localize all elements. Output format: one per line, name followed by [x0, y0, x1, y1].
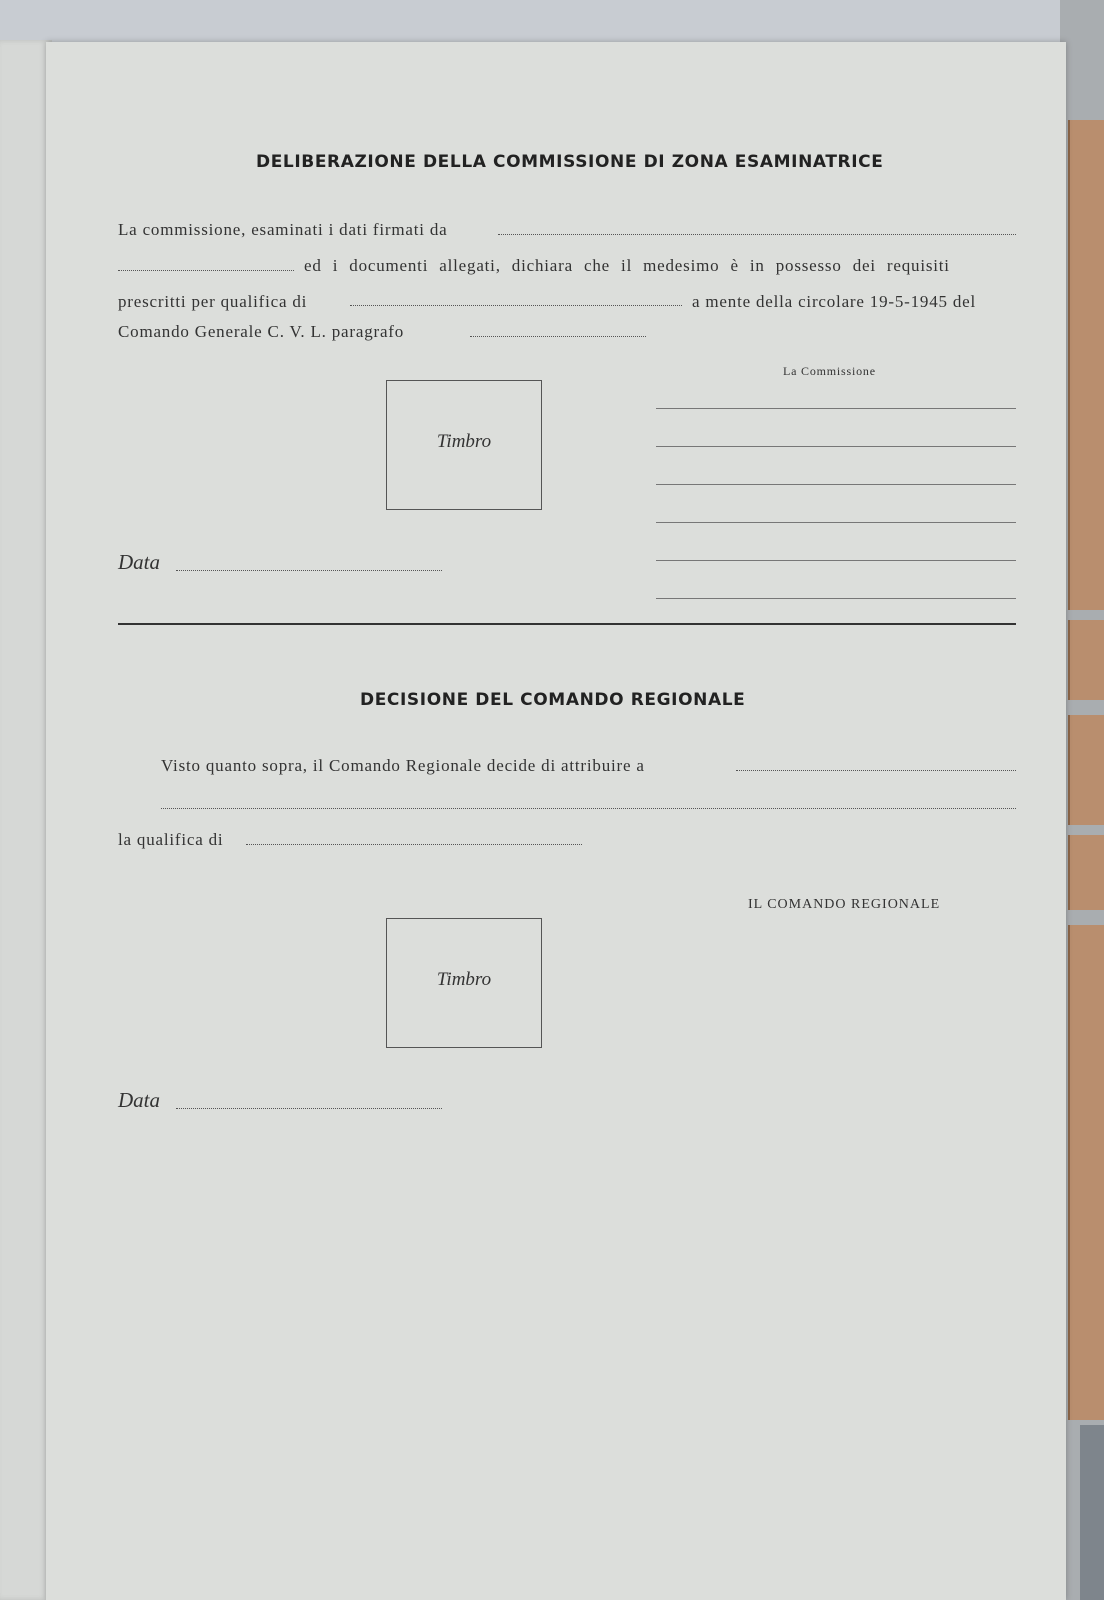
commission-date-label: Data	[118, 550, 160, 574]
binder-tab	[1068, 925, 1104, 1420]
signer-name-continuation-field[interactable]	[118, 270, 294, 271]
commission-stamp-label: Timbro	[436, 431, 492, 452]
commission-title: DELIBERAZIONE DELLA COMMISSIONE DI ZONA ESAMINATRICE	[256, 152, 884, 172]
binder-tab	[1068, 620, 1104, 700]
binder-tab	[1068, 120, 1104, 610]
regional-date-label: Data	[118, 1088, 160, 1112]
regional-line-3: la qualifica di	[118, 830, 224, 849]
qualification-field[interactable]	[350, 305, 682, 306]
commission-line-3-end: a mente della circolare 19-5-1945 del	[692, 292, 977, 311]
section-divider	[118, 623, 1016, 625]
binder-tab	[1068, 835, 1104, 910]
assignee-name-continuation-field[interactable]	[161, 808, 1016, 809]
commission-signature-line[interactable]	[656, 560, 1016, 561]
ribbon	[1080, 1425, 1104, 1600]
regional-line-1: Visto quanto sopra, il Comando Regionale decide di attribuire a	[161, 756, 645, 775]
commission-date-field[interactable]	[176, 570, 442, 571]
commission-stamp-box	[386, 380, 542, 510]
signer-name-field[interactable]	[498, 234, 1016, 235]
assigned-qualification-field[interactable]	[246, 844, 582, 845]
regional-date-field[interactable]	[176, 1108, 442, 1109]
regional-stamp-label: Timbro	[436, 969, 492, 990]
binder-tab	[1068, 715, 1104, 825]
paragraph-field[interactable]	[470, 336, 646, 337]
commission-line-3-start: prescritti per qualifica di	[118, 292, 308, 311]
commission-signature-label: La Commissione	[783, 364, 876, 378]
background-top	[0, 0, 1104, 48]
assignee-name-field[interactable]	[736, 770, 1016, 771]
commission-signature-line[interactable]	[656, 484, 1016, 485]
regional-stamp-box	[386, 918, 542, 1048]
commission-signature-line[interactable]	[656, 408, 1016, 409]
regional-title: DECISIONE DEL COMANDO REGIONALE	[360, 690, 746, 710]
commission-signature-line[interactable]	[656, 598, 1016, 599]
facing-page-edge	[0, 40, 52, 1600]
commission-signature-line[interactable]	[656, 446, 1016, 447]
commission-signature-line[interactable]	[656, 522, 1016, 523]
commission-line-2: ed i documenti allegati, dichiara che il medesimo è in possesso dei requisiti	[304, 256, 950, 275]
form-sheet	[46, 42, 1066, 1600]
commission-line-1: La commissione, esaminati i dati firmati da	[118, 220, 448, 239]
regional-signature-label: IL COMANDO REGIONALE	[748, 897, 941, 912]
commission-line-4: Comando Generale C. V. L. paragrafo	[118, 322, 405, 341]
